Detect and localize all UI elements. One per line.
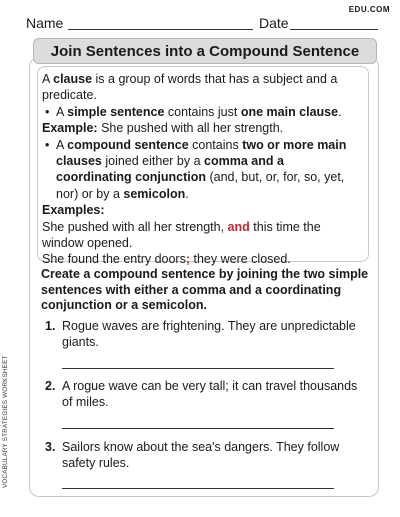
text: She found the entry doors xyxy=(42,252,186,267)
compound-sentence-term: compound sentence xyxy=(67,137,189,152)
clause-definition xyxy=(42,71,362,104)
simple-example xyxy=(42,120,362,136)
question-number: 1. xyxy=(45,319,56,333)
examples-label xyxy=(42,202,362,218)
semicolon-term: semicolon xyxy=(123,186,186,201)
clause-term: clause xyxy=(53,72,93,86)
example-label: Example: xyxy=(42,121,98,136)
text: A xyxy=(56,104,68,119)
text: is a group of words that has a subject and a predicate. xyxy=(42,72,338,103)
answer-line-3[interactable] xyxy=(62,488,334,489)
date-field-line[interactable] xyxy=(290,29,378,30)
bullet-icon: • xyxy=(45,104,50,119)
question-text: Rogue waves are frightening. They are unpredictable giants. xyxy=(62,319,356,349)
worksheet-header xyxy=(0,0,400,36)
question-text: Sailors know about the sea's dangers. They follow safety rules. xyxy=(62,440,340,470)
text: A xyxy=(56,137,68,152)
answer-line-1[interactable] xyxy=(62,368,334,369)
side-label: VOCABULARY STRATEGIES WORKSHEET xyxy=(2,355,9,488)
text: . xyxy=(185,186,189,201)
text: A xyxy=(42,72,54,86)
text: She pushed with all her strength, xyxy=(42,219,225,234)
text: contains just xyxy=(164,104,241,119)
text: joined either by a xyxy=(101,154,205,169)
semicolon-highlight: ; xyxy=(185,252,191,267)
instructions: Create a compound sentence by joining the two simple sentences with either a comma and a coordinating conjunction or a semicolon. xyxy=(41,267,369,312)
text: (and, but, or, for, so, yet, nor) or by a xyxy=(56,170,345,201)
brand-logo: EDU.COM xyxy=(348,5,390,14)
compound-sentence-bullet xyxy=(42,137,362,203)
question-3 xyxy=(45,440,365,471)
conjunction-highlight: and xyxy=(227,219,250,234)
text: . xyxy=(338,104,342,119)
question-2 xyxy=(45,379,365,410)
info-box xyxy=(37,66,369,267)
answer-line-2[interactable] xyxy=(62,428,334,429)
main-clause-term: one main clause xyxy=(240,104,339,119)
simple-sentence-bullet xyxy=(42,104,362,120)
question-1 xyxy=(45,319,365,350)
question-number: 3. xyxy=(45,440,56,454)
examples-heading: Examples: xyxy=(42,203,105,218)
bullet-icon: • xyxy=(45,137,50,152)
worksheet-title: Join Sentences into a Compound Sentence xyxy=(33,38,377,64)
name-field-line[interactable] xyxy=(68,29,253,30)
comma-conjunction-term: comma and a coordinating conjunction xyxy=(56,154,284,185)
name-label: Name xyxy=(26,15,64,31)
compound-example-2 xyxy=(42,251,362,267)
simple-sentence-term: simple sentence xyxy=(67,104,165,119)
compound-example-1 xyxy=(42,219,362,252)
text: this time the window opened. xyxy=(42,219,321,251)
question-number: 2. xyxy=(45,379,56,393)
text: contains xyxy=(188,137,243,152)
question-text: A rogue wave can be very tall; it can travel thousands of miles. xyxy=(62,379,358,409)
date-label: Date xyxy=(259,15,289,31)
text: they were closed. xyxy=(190,252,291,267)
main-clauses-term: two or more main clauses xyxy=(56,137,347,169)
example-text: She pushed with all her strength. xyxy=(97,121,284,136)
